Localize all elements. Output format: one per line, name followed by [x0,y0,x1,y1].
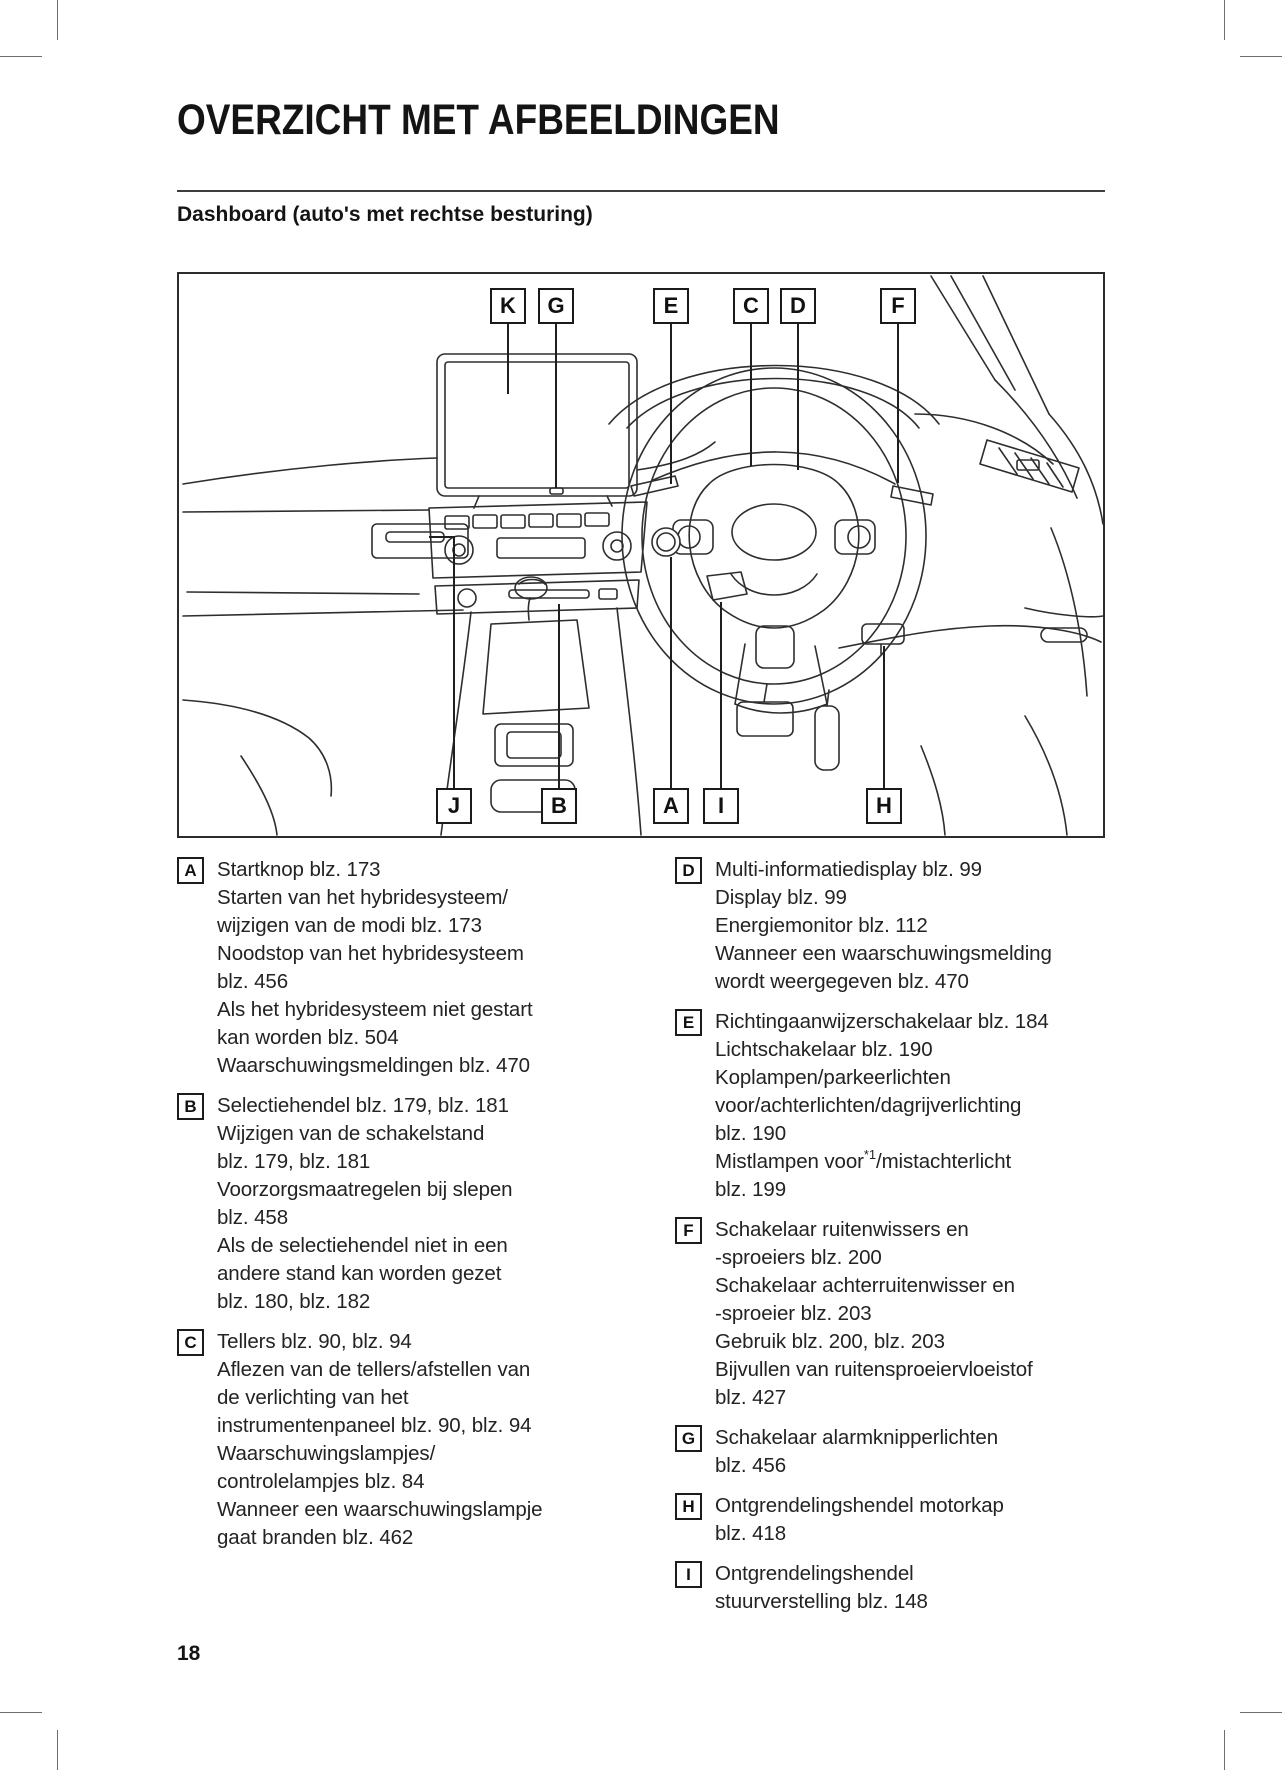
legend-line: kan worden blz. 504 [217,1026,399,1049]
legend-line: instrumentenpaneel blz. 90, blz. 94 [217,1414,532,1437]
dashboard-shell-lines [183,414,1101,835]
legend-line: Schakelaar ruitenwissers en [715,1218,969,1241]
callout-leader-G [555,324,557,488]
legend-line: voor/achterlichten/dagrijverlichting [715,1094,1022,1117]
audio-panel [435,580,639,614]
legend-key-A: A [177,857,204,884]
legend-line: controlelampjes blz. 84 [217,1470,425,1493]
legend-line: blz. 458 [217,1206,289,1229]
steering-column [707,572,827,713]
page-title: OVERZICHT MET AFBEELDINGEN [177,96,780,144]
legend-line: Wanneer een waarschuwingsmelding [715,942,1052,965]
legend-text-A [217,856,533,1080]
legend-text-I [715,1560,928,1616]
callout-leader-J [453,536,455,788]
legend-line: blz. 190 [715,1122,787,1145]
crop-mark-top-right-h [1240,56,1282,57]
page-number: 18 [177,1642,201,1665]
legend-line: de verlichting van het [217,1386,409,1409]
door-and-pillar [921,276,1103,835]
legend-line: Gebruik blz. 200, blz. 203 [715,1330,945,1353]
legend-text-E [715,1008,1049,1204]
legend-line: Als het hybridesysteem niet gestart [217,998,533,1021]
legend-line: stuurverstelling blz. 148 [715,1590,928,1613]
legend-line: Schakelaar achterruitenwisser en [715,1274,1015,1297]
crop-mark-bottom-left-h [0,1712,42,1713]
legend-item-C [177,1328,663,1552]
callout-label-D: D [780,288,816,324]
legend-key-C: C [177,1329,204,1356]
crop-mark-top-right-v [1224,0,1225,40]
legend-text-F [715,1216,1033,1412]
legend-text-D [715,856,1052,996]
callout-leader-elbow-J [429,536,454,538]
callout-label-A: A [653,788,689,824]
hazard-switch [550,488,563,494]
legend-line: Noodstop van het hybridesysteem [217,942,524,965]
callout-leader-E [670,324,672,484]
legend-line: Waarschuwingslampjes/ [217,1442,436,1465]
start-button [652,528,680,556]
callout-label-I: I [703,788,739,824]
legend-item-I [675,1560,1107,1616]
callout-label-F: F [880,288,916,324]
legend-line: blz. 456 [715,1454,787,1477]
legend-line: -sproeiers blz. 200 [715,1246,882,1269]
legend-item-B [177,1092,663,1316]
legend-line: blz. 418 [715,1522,787,1545]
legend-line: Schakelaar alarmknipperlichten [715,1426,999,1449]
dashboard-diagram [177,272,1105,838]
legend-key-H: H [675,1493,702,1520]
legend-line: Richtingaanwijzerschakelaar blz. 184 [715,1010,1049,1033]
callout-leader-B [558,604,560,788]
tilt-lever [707,572,747,600]
legend-line: Mistlampen voor$^{*1}$/mistachterlicht [715,1147,1012,1173]
legend-line: Voorzorgsmaatregelen bij slepen [217,1178,513,1201]
climate-controls [429,502,647,578]
crop-mark-top-left-h [0,56,42,57]
legend-item-G [675,1424,1107,1480]
legend-line: -sproeier blz. 203 [715,1302,872,1325]
title-rule [177,190,1105,192]
callout-leader-I [720,602,722,788]
pedals [737,684,839,770]
callout-leader-K [507,324,509,394]
legend-line: Wijzigen van de schakelstand [217,1122,485,1145]
legend-line: Multi-informatiedisplay blz. 99 [715,858,982,881]
legend-line: Startknop blz. 173 [217,858,381,881]
legend-line: blz. 179, blz. 181 [217,1150,371,1173]
legend-line: Bijvullen van ruitensproeiervloeistof [715,1358,1033,1381]
legend-line: Energiemonitor blz. 112 [715,914,928,937]
crop-mark-bottom-right-v [1224,1730,1225,1770]
legend-text-H [715,1492,1004,1548]
callout-leader-D [797,324,799,470]
callout-leader-F [897,324,899,483]
side-vent [980,440,1079,492]
callout-label-K: K [490,288,526,324]
callout-leader-A [670,557,672,788]
legend-line: Wanneer een waarschuwingslampje [217,1498,543,1521]
legend-line: gaat branden blz. 462 [217,1526,414,1549]
crop-mark-bottom-left-v [57,1730,58,1770]
legend-text-B [217,1092,512,1316]
legend-key-I: I [675,1561,702,1588]
legend-line: blz. 199 [715,1178,787,1201]
legend-line: Display blz. 99 [715,886,847,909]
legend-line: blz. 180, blz. 182 [217,1290,371,1313]
wiper-stalk [891,486,933,505]
legend-line: andere stand kan worden gezet [217,1262,502,1285]
callout-leader-H [883,646,885,788]
crop-mark-top-left-v [57,0,58,40]
legend-line: Als de selectiehendel niet in een [217,1234,508,1257]
legend-column-left [177,856,663,1564]
legend-key-E: E [675,1009,702,1036]
dashboard-line-art [179,274,1103,836]
legend-line: Koplampen/parkeerlichten [715,1066,951,1089]
legend-key-D: D [675,857,702,884]
section-subtitle: Dashboard (auto's met rechtse besturing) [177,203,593,226]
legend-item-D [675,856,1107,996]
legend-line: Starten van het hybridesysteem/ [217,886,508,909]
callout-leader-C [750,324,752,466]
legend-text-G [715,1424,998,1480]
callout-label-E: E [653,288,689,324]
callout-label-J: J [436,788,472,824]
legend-line: wordt weergegeven blz. 470 [715,970,969,993]
legend-line: Selectiehendel blz. 179, blz. 181 [217,1094,509,1117]
legend-key-B: B [177,1093,204,1120]
callout-label-B: B [541,788,577,824]
callout-label-G: G [538,288,574,324]
legend-line: blz. 456 [217,970,289,993]
legend-item-A [177,856,663,1080]
legend-text-C [217,1328,542,1552]
legend-line: Waarschuwingsmeldingen blz. 470 [217,1054,530,1077]
legend-column-right [675,856,1107,1628]
legend-item-F [675,1216,1107,1412]
legend-line: Tellers blz. 90, blz. 94 [217,1330,412,1353]
touchscreen [437,354,637,508]
legend-key-F: F [675,1217,702,1244]
legend-item-H [675,1492,1107,1548]
legend-line: Lichtschakelaar blz. 190 [715,1038,933,1061]
legend-item-E [675,1008,1107,1204]
callout-label-H: H [866,788,902,824]
callout-label-C: C [733,288,769,324]
legend-line: wijzigen van de modi blz. 173 [217,914,482,937]
legend-key-G: G [675,1425,702,1452]
legend-line: Ontgrendelingshendel motorkap [715,1494,1004,1517]
legend-line: Aflezen van de tellers/afstellen van [217,1358,531,1381]
legend-line: Ontgrendelingshendel [715,1562,914,1585]
crop-mark-bottom-right-h [1240,1712,1282,1713]
legend-line: blz. 427 [715,1386,787,1409]
